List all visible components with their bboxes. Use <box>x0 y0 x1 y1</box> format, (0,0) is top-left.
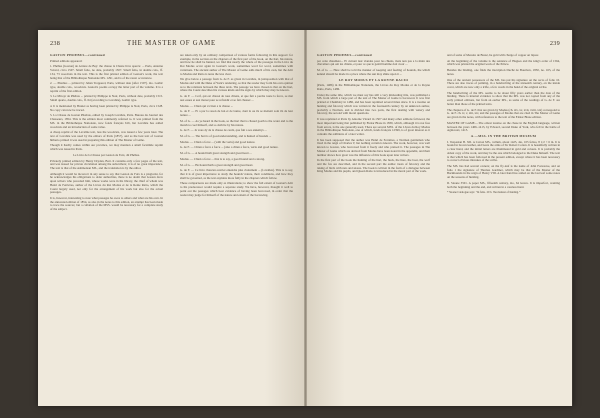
paragraph: Modus. — Chien a force ... (with the vertu) and good nature. <box>180 139 256 144</box>
paragraph: and of some of Messire de Brezé, he gold with charge of copper on liquor. <box>447 53 539 57</box>
section-heading: A.—MSS. IN THE BRITISH MUSEUM <box>470 133 537 138</box>
left-page <box>38 30 305 406</box>
paragraph: In the first part of the book the hunting of the hart, the buck, the hare, the boar, the wolf and the fox are described, and in the second part the author treats of falconry and the taking of birds with nets and snares. The book is written in the form of a dialogue between King Modus and his pupils, and Queen Ratio is introduced in the moral part of the work. <box>317 158 430 174</box>
section-heading: GASTON PHOEBUS—continued <box>50 53 105 57</box>
paragraph: Though it hardly comes within our province, we may mention a small facsimile reprint which was issued in Paris. <box>50 143 163 152</box>
paragraph: 5. La Chasse de Gaston Phœbus, edited by Joseph Lavallée, Paris. Bureau du Journal des Chasseurs, 1854. This is the edition most commonly referred to. It was printed from the MS. in the Bibliothèque Nationale, now fonds français 616, but Lavallée has added woodcuts and an introduction of some value. <box>50 113 163 129</box>
footnote: * Sloane Catalogue says: "In folio. 20 b. 'the manner of hunting.'" <box>447 191 521 195</box>
right-page <box>305 30 572 406</box>
paragraph: The MS. has had several owners; on the fly-leaf is the name of John Fortescue, and on folio 1 the signature of Thomas Gardiner, which may be that of the Master of the Buckhounds in the reign of Henry VIII. A later hand has added on the last leaf some notes on the seasons of hunting. <box>447 163 560 180</box>
right-page-header <box>317 40 560 50</box>
paragraph: Although it would be incorrect in any sense to say that Gaston de Foix is a plagiarist, for he acknowledges his obligations to older authorities, there is no doubt that Gaston drew upon writers who preceded him, whose works were in his library, the chief of whom was Henri de Ferrières, author of the Livres du Roi Modus et de la Reine Ratio, which the Count largely used, not only for the arrangement of his work but also for the actual passages. <box>50 171 163 195</box>
left-page-header <box>50 40 293 50</box>
paragraph: It was reprinted at Paris by Antoine Vérard in 1507 and many other editions followed, the most important being that published by Elzéar Blaze in 1839, which, although it is not free from errors, is the one generally used. There are several MSS. of the Livres du Roy Modus in the Bibliothèque Nationale, one of which, fonds français 12399, is of great interest as it contains the additions of a later writer. <box>317 117 430 136</box>
paragraph: Le Livre de la Chasse par Gaston de Foix, dit Phébus. <box>73 152 140 157</box>
paragraph: M. of G. — A hound hath great strength and great heart ... <box>180 151 252 156</box>
left-page-column-2 <box>180 54 293 398</box>
paragraph: It is, however, interesting to note what passages he owes to others and what are his own. In the annotated edition of 1854, as also in the notes to this edition, an attempt has been made to trace the sources; but a collation of the MSS. would be necessary for a complete study of the subject. <box>50 196 163 212</box>
running-title: THE MASTER OF GAME <box>127 40 216 47</box>
paragraph: G. de F. — Cerf, qui est chassé de tous chiens, et que fuit a perdre toute la force, se met aux eaues et aux marez pour se refroidir et se fait chasser ... <box>180 94 293 102</box>
paragraph: M. of G. — As ye heard in the book, so the hart that is chased goeth to the water and to the marsh to cool himself, and so doth he by his nature. <box>180 118 293 127</box>
paragraph: G. de F. — Et a par la reson de lun et de lautre, dont la ou ils se mettent sont ilz de leur nature ... <box>180 109 293 118</box>
book-gutter <box>304 30 307 406</box>
paragraph: M. of G. — Here shall be told the manner of keeping and feeding of hounds, the which kennel should be made in a place where the sun may shine upon it ... <box>317 68 430 76</box>
right-page-column-2 <box>447 54 560 398</box>
paragraph: A cheap reprint of the Lavallée text, less the woodcuts, was issued a few years later. The text of Lavallée was used by the editors of Paris (1857), and as the best text of Gaston hitherto printed it was used in preparing this edition of The Master of Game. <box>50 130 163 142</box>
paragraph: 2. — Phœbus ... printed by Jehan Trepperel, Paris, without date (after 1507). 4to. Gothic type, double cols., woodcuts. Gaston's poems occupy the latter part of the volume. It is a reprint of the first edition. <box>50 81 163 93</box>
paragraph: It has been supposed that the author was Henri de Ferrières, a Norman gentleman who lived in the reign of Charles V, but nothing certain is known. The work, however, was well known to Gaston, who borrowed from it freely and who praised it. The passages in The Master of Game which are derived from Modus have been noted in the appendix, and their number shows how great was the influence of this book upon later writers. <box>317 137 430 157</box>
section-heading: GASTON PHOEBUS—continued <box>317 53 372 57</box>
left-page-column-1 <box>50 54 163 398</box>
paragraph: G. de F. — Je vous dy de la chasse de ceulx, que fuit a ses ennemys ... <box>180 128 267 133</box>
paragraph: 1. Phébus (Gaston) de Arriere de Bay: the chasse la Chaste livre apercu: ... Paris, Antoine Vérard, circa 1507. Small folio, no date, probably 1507. Small folio, in double cols., ff. 134, 73 woodcuts in the text. This is the first printed edition of Gaston's work, the text being that of the Bibliothèque Nationale MS. 1291, and is of the rarest occurrence. <box>50 64 163 80</box>
paragraph: Printed editions appeared: <box>50 58 83 63</box>
paragraph: The chapters of G. de F. that are given by Modus (ch. xiv, xv, xvii, xviii, xix) correspond to G. de F. ch. iv, v, xiii, xiv, and the passages of Modus that are cited in The Master of Game are given in the notes, with references to the text of the Elzéar Blaze edition. <box>447 107 560 120</box>
paragraph: Modus. — Chien qui va bien a la chasse ... <box>180 103 234 108</box>
paragraph: These comparisons are made only as illustrations; to show the full extent of Gaston's debt to his predecessor would require a separate study. We have, however, thought it well to point out the passages which bear evidence of having been borrowed, in order that the reader may judge for himself of the nature and extent of the borrowing. <box>180 181 293 197</box>
paragraph: M. of G. — The hart is of good understanding, and is hunted of hounds ... <box>180 133 272 138</box>
paragraph: G. de F. — Ce livre chascun ouvrier entendra plus clairement ... (Lavallée). This is to say, that it is of great importance to study the hounds' nature, their conditions, and how they shall be governed, as the text explains more fully in the chapters which follow. <box>180 168 293 180</box>
paragraph: II. Sloane 3501. A paper MS., fifteenth century, 4to, 64 leaves. It is imperfect, wanting both the beginning and the end, and written in a careless hand. <box>447 180 560 189</box>
paragraph: 4. It is mentioned by Brunet as having been printed by Philippe le Noir, Paris, circa 1528. No copy can now be traced. <box>50 103 163 112</box>
paragraph: Modus. — Chien a force ... that is to say, a good hound and a strong. <box>180 156 265 161</box>
page-number: 238 <box>50 40 61 47</box>
paragraph: MASTER OF GAME.—The oldest treatise on the chase in the English language, written between the years 1406–1413, by Edward, second Duke of York, who fell in the battle of Agincourt, 1415. <box>447 120 560 133</box>
paragraph: (Paris, 1486) in the Bibliothèque Nationale, the Livres du Roy Modus et de la Royne Ratio, Paris, 1486. <box>317 83 430 92</box>
paragraph: Besides the binding, one finds the inscription Duché de Bourbon, 1850, no. 165, of the notes. <box>447 68 560 76</box>
paragraph: Privately printed edition by Henry Dryden, Bart. It contains only a few pages of the text, and was issued for private circulation among the subscribers; it is of no great importance. The text is that of the Ashmolean MS., and the translation is by the editor. <box>50 158 163 170</box>
paragraph: At the beginning of the volume is the sentence of Hugues and the king's order of 1564, which was printed the original work of the Prince. <box>447 58 560 67</box>
book-spread <box>38 30 573 406</box>
paragraph: G. de F. — Chien a force a force ... (also a chien a force, vertu and good nature. <box>180 145 279 150</box>
paragraph: One of the ancient possessors of the MS. has put his signature on the recto of folio 10. There are also traces of painting, in a handwriting of the sixteenth century, on the inside cover, which are now only a trifle, a few words in the hand of the original scribe. <box>447 77 560 90</box>
right-page-column-1 <box>317 54 430 398</box>
paragraph: We give below a passage from G. de F. as given in Lavallée, in juxtaposition with that of Modus and with the Duke of York's rendering, so that the reader may form his own opinion as to the relations between the three texts. The passage we have chosen is that on the hart, where the Count describes his various kinds and the signs by which they may be known. <box>180 77 293 93</box>
paragraph: The handwriting of the MS. seems to be about fifty years earlier than the date of the binding. There is internal evidence to show that the MS. was not copied from any of the early printed editions, but from an earlier MS., as some of the readings of G. de F. are better than those of the printed texts. <box>447 90 560 106</box>
paragraph: Under the same title, which we must say has still a very misleading title, was published a MS. from which a large part of the text of The Master of Game is borrowed. It was first printed at Chambéry in 1486, and has been reprinted several times since. It is a treatise on hunting and falconry which was written in the fourteenth century by an unknown author, probably a Norman, and is divided into two parts, the first dealing with venery and falconry, the second with moral questions. <box>317 92 430 116</box>
paragraph: are taken only by an ordinary comparison of various forms following in this support: for example, in the section on the chapters of the first part of the book, on the hart, his nature, and how he shall be hunted, we find that nearly the whole of the passages in the Livre du Roi Modus occur again in Gaston's work, sometimes word for word, sometimes with variations. The ancient author of The Master of Game adds much of his own, but the debt to Modus and Ratio is none the less clear. <box>180 53 293 76</box>
paragraph: par cette chaudiere... Et cuiront leur viandes pour les chiens, mais non pas a la main des chevaliers qui ont les chiens, et pour ce que le gentil homme doit avoir ... <box>317 58 430 67</box>
page-number: 239 <box>549 40 560 47</box>
section-heading: LE ROY MODUS ET LA ROYNE RACIO <box>338 77 409 82</box>
paragraph: 3. Le Miroyr de Phébus ... printed by Philippe le Noir, Paris, without date, probably 1515. Small quarto, double cols., ff. 64 (according to Lavallée), Gothic type. <box>50 94 163 103</box>
paragraph: I. Vespasian B. XII. A Cotton MS., vellum, about 1425, 4to, 105 folios, 8 1/2 × 6 in. It is bound in brown leather, and bears the arms of Sir Robert Cotton. It is beautifully written in a clear hand, and the initial letters are illuminated in gold and colours. It is probably the oldest copy of the work, and may be the one which belonged to the Duke himself. The text is that which has been followed in the present edition, except where it has been necessary to correct obvious mistakes of the scribe. <box>447 139 560 163</box>
paragraph: M. of G. — He hound hath a great strength and great heart. <box>180 162 254 167</box>
